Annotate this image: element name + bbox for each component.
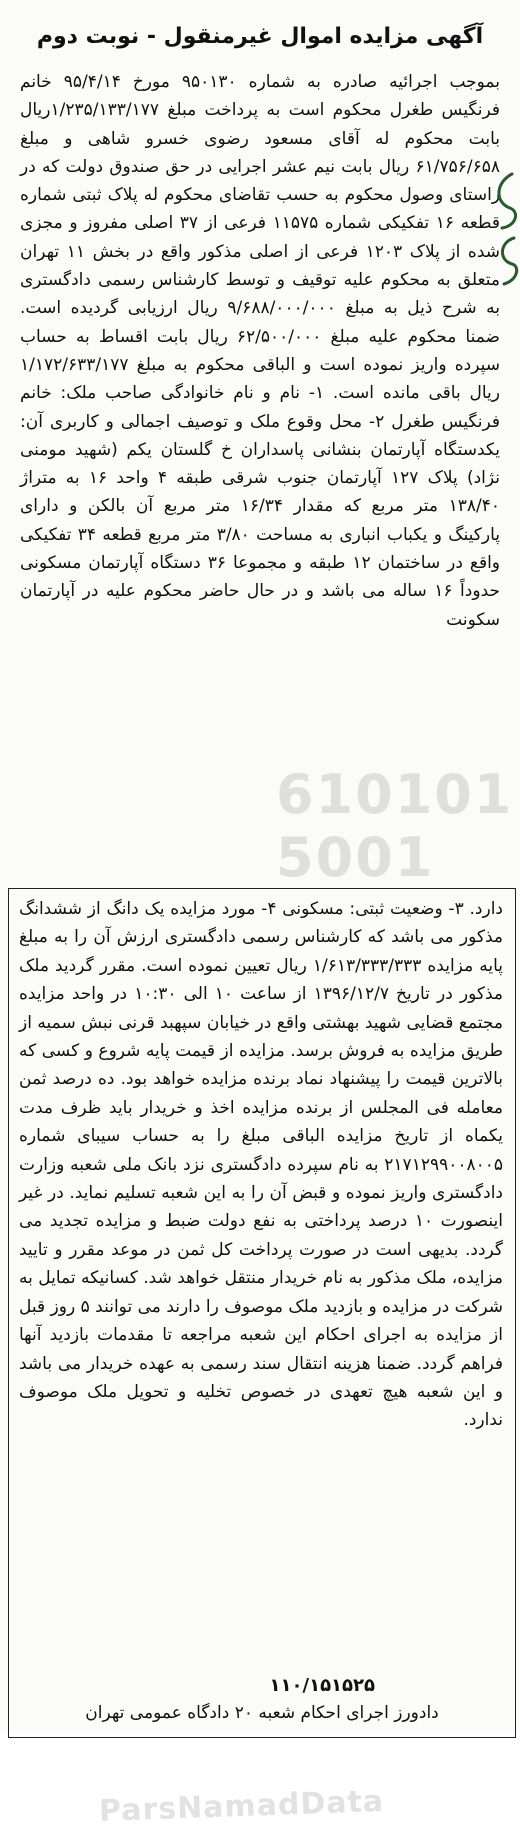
notice-paragraph-1: بموجب اجرائیه صادره به شماره ۹۵۰۱۳۰ مورخ ۹۵/۴/۱۴ خانم فرنگیس طغرل محکوم است به پرداخت مبلغ ۱/۲۳۵/۱۳۳/۱۷۷ریال بابت محکوم له آقای مسعود رضوی خسرو شاهی و مبلغ ۶۱/۷۵۶/۶۵۸ ریال بابت نیم عشر اجرایی در حق صندوق دولت که در راستای وصول محکوم به حسب تقاضای محکوم له پلاک ثبتی شماره قطعه ۱۶ تفکیکی شماره ۱۱۵۷۵ فرعی از ۳۷ اصلی مفروز و مجزی شده از پلاک ۱۲۰۳ فرعی از اصلی مذکور واقع در بخش ۱۱ تهران متعلق به محکوم علیه توقیف و توسط کارشناس رسمی دادگستری به شرح ذیل به مبلغ ۹/۶۸۸/۰۰۰/۰۰۰ ریال ارزیابی گردیده است. ضمنا محکوم علیه مبلغ ۶۲/۵۰۰/۰۰۰ ریال بابت اقساط به حساب سپرده واریز نموده است و الباقی محکوم به مبلغ ۱/۱۷۲/۶۳۳/۱۷۷ ریال باقی مانده است. ۱- نام و نام خانوادگی صاحب ملک: خانم فرنگیس طغرل ۲- محل وقوع ملک و توصیف اجمالی و کاربری آن: یکدستگاه آپارتمان بنشانی پاسداران خ گلستان یکم (شهید مومنی نژاد) پلاک ۱۲۷ آپارتمان جنوب شرقی طبقه ۴ واحد ۱۶ به متراژ ۱۳۸/۴۰ متر مربع که مقدار ۱۶/۳۴ متر مربع آن بالکن و دارای پارکینگ و یکباب انباری به مساحت ۳/۸۰ متر مربع قطعه ۳۴ تفکیکی واقع در ساختمان ۱۲ طبقه و مجموعا ۳۶ دستگاه آپارتمان مسکونی حدوداً ۱۶ ساله می باشد و در حال حاضر محکوم علیه در آپارتمان سکونت xyxy=(20,72,501,630)
issuer-signature-line: دادورز اجرای احکام شعبه ۲۰ دادگاه عمومی تهران xyxy=(85,1703,439,1723)
reference-number: ۱۱۰/۱۵۱۵۲۵ xyxy=(269,1675,375,1696)
handwritten-mark-icon xyxy=(490,168,520,288)
watermark-number: 610101 5001 xyxy=(276,763,514,889)
notice-continuation-box xyxy=(8,888,516,1829)
notice-title: آگهی مزایده اموال غیرمنقول - نوبت دوم xyxy=(36,24,484,49)
watermark-logo-text: ParsNamadData xyxy=(98,1784,385,1829)
notice-paragraph-2: دارد. ۳- وضعیت ثبتی: مسکونی ۴- مورد مزایده یک دانگ از ششدانگ مذکور می باشد که کارشناس رسمی دادگستری ارزش آن را به مبلغ پایه مزایده ۱/۶۱۳/۳۳۳/۳۳۳ ریال تعیین نموده است. مقرر گردید ملک مذکور در تاریخ ۱۳۹۶/۱۲/۷ از ساعت ۱۰ الی ۱۰:۳۰ در واحد مزایده مجتمع قضایی شهید بهشتی واقع در خیابان سپهبد قرنی نبش سمیه از طریق مزایده به فروش برسد. مزایده از قیمت پایه شروع و کسی که بالاترین قیمت را پیشنهاد نماد برنده مزایده خواهد بود. ده درصد ثمن معامله فی المجلس از برنده مزایده اخذ و خریدار باید ظرف مدت یکماه از تاریخ مزایده الباقی مبلغ را به حساب سیبای شماره ۲۱۷۱۲۹۹۰۰۸۰۰۵ به نام سپرده دادگستری نزد بانک ملی شعبه وزارت دادگستری واریز نموده و قبض آن را به این شعبه تسلیم نماید. در غیر اینصورت ۱۰ درصد پرداختی به نفع دولت ضبط و مزایده تجدید می گردد. بدیهی است در صورت پرداخت کل ثمن در موعد مقرر و تایید مزایده، ملک مذکور به نام خریدار منتقل خواهد شد. کسانیکه تمایل به شرکت در مزایده و بازدید ملک موصوف را دارند می توانند ۵ روز قبل از مزایده به اجرای احکام این شعبه مراجعه تا مقدمات بازدید آنها فراهم گردد. ضمنا هزینه انتقال سند رسمی به عهده خریدار می باشد و این شعبه هیچ تعهدی در خصوص تخلیه و تحویل ملک موصوف ندارد. xyxy=(19,899,503,1431)
auction-notice xyxy=(6,18,514,1829)
